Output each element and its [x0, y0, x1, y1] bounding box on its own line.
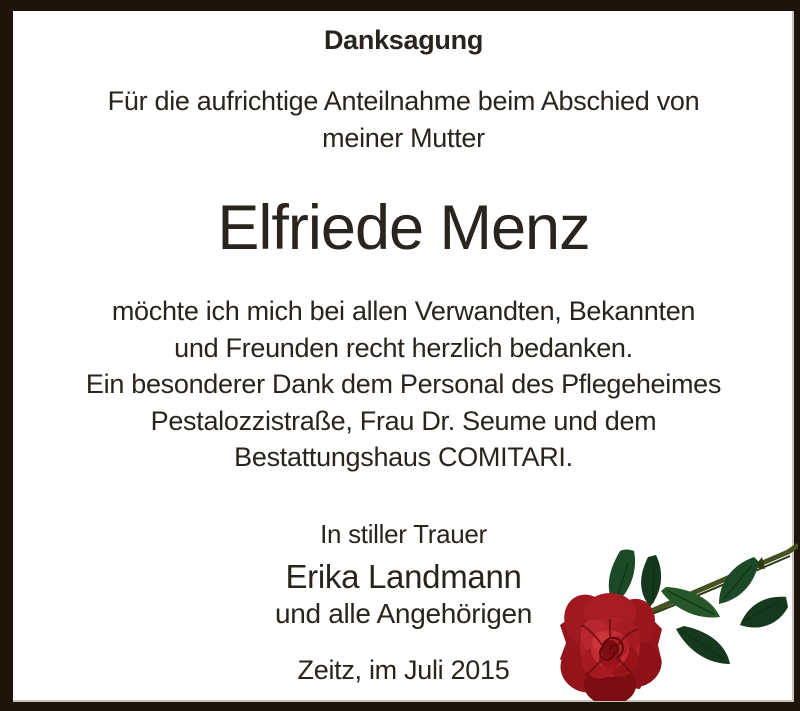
thanks-line: Ein besonderer Dank dem Personal des Pflegeheimes: [85, 369, 722, 399]
intro-line: meiner Mutter: [322, 123, 485, 153]
thanks-line: und Freunden recht herzlich bedanken.: [174, 332, 633, 363]
intro-paragraph: [13, 83, 794, 157]
dateline: Zeitz, im Juli 2015: [297, 654, 510, 685]
thanks-line: möchte ich mich bei allen Verwandten, Bekannten: [111, 296, 696, 326]
notice-sheet: [13, 11, 794, 702]
thanks-paragraph: [13, 293, 794, 476]
family-line: und alle Angehörigen: [274, 597, 533, 629]
deceased-name: Elfriede Menz: [217, 193, 590, 263]
thanks-line: Bestattungshaus COMITARI.: [234, 442, 573, 472]
notice-title: Danksagung: [323, 25, 484, 55]
closing-salutation: In stiller Trauer: [320, 518, 487, 549]
signatory-name: Erika Landmann: [285, 557, 522, 595]
thanks-line: Pestalozzistraße, Frau Dr. Seume und dem: [150, 405, 657, 436]
rose-icon: [558, 529, 798, 701]
intro-line: Für die aufrichtige Anteilnahme beim Abschied von: [107, 86, 700, 116]
